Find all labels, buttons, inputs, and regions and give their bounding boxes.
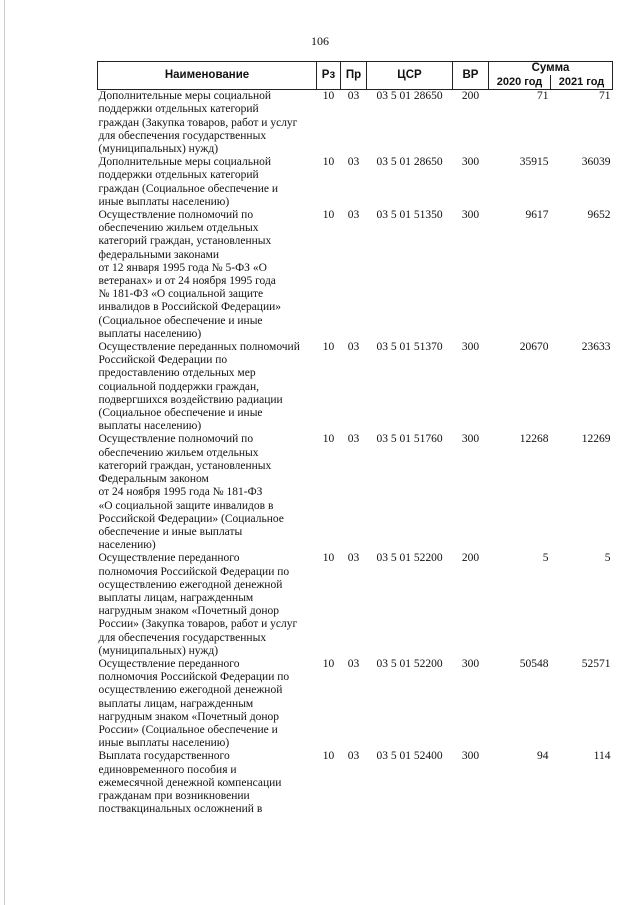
table-row [98, 156, 613, 209]
header-name: Наименование [98, 62, 317, 90]
row-csr: 03 5 01 51760 [376, 433, 443, 446]
table-row [98, 658, 613, 750]
row-sum-2021: 36039 [581, 156, 611, 169]
header-vr: ВР [453, 62, 489, 90]
table-header [98, 62, 613, 90]
row-csr: 03 5 01 51350 [376, 209, 443, 222]
header-year-2020: 2020 год [489, 75, 551, 90]
row-name-line: Дополнительные меры социальной [98, 156, 272, 169]
table-row [98, 750, 613, 816]
row-pr: 03 [347, 657, 360, 670]
row-pr: 03 [347, 90, 360, 103]
row-name-line: граждан (Социальное обеспечение и [98, 182, 279, 195]
row-name-line: предоставлению отдельных мер [98, 367, 256, 380]
row-name-line: социальной поддержки граждан, [98, 380, 259, 393]
row-name-line: категорий граждан, установленных [98, 235, 272, 248]
row-name-line: граждан (Закупка товаров, работ и услуг [98, 116, 298, 129]
row-name-line: иные выплаты населению) [98, 737, 230, 750]
row-pr: 03 [347, 552, 360, 565]
row-name-line: поддержки отдельных категорий [98, 103, 259, 116]
row-name-line: (муниципальных) нужд) [98, 644, 219, 657]
row-rz: 10 [322, 657, 335, 670]
row-name [98, 658, 317, 750]
row-pr: 03 [347, 433, 360, 446]
row-name-line: Российской Федерации» (Социальное [98, 512, 284, 525]
row-rz: 10 [322, 433, 335, 446]
row-sum-2020: 71 [537, 90, 549, 103]
row-pr: 03 [347, 341, 360, 354]
row-name [98, 209, 317, 341]
row-name-line: Федеральным законом [98, 473, 209, 486]
row-rz: 10 [322, 156, 335, 169]
header-pr: Пр [341, 62, 367, 90]
row-name-line: «О социальной защите инвалидов в [98, 499, 274, 512]
row-vr: 200 [461, 90, 480, 103]
row-name-line: (Социальное обеспечение и иные [98, 407, 263, 420]
row-name-line: от 24 ноября 1995 года № 181-ФЗ [98, 486, 263, 499]
row-vr: 300 [461, 341, 480, 354]
budget-table [97, 61, 613, 816]
row-name-line: ежемесячной денежной компенсации [98, 776, 282, 789]
row-name-line: для обеспечения государственных [98, 631, 267, 644]
row-name [98, 90, 317, 157]
row-name-line: поддержки отдельных категорий [98, 169, 259, 182]
row-sum-2021: 52571 [581, 657, 611, 670]
row-name-line: поствакцинальных осложнений в [98, 803, 263, 816]
row-vr: 200 [461, 552, 480, 565]
row-sum-2020: 50548 [519, 657, 549, 670]
table-row [98, 209, 613, 341]
row-name-line: для обеспечения государственных [98, 129, 267, 142]
row-sum-2020: 5 [542, 552, 549, 565]
header-year-2021: 2021 год [551, 75, 613, 90]
row-sum-2020: 20670 [519, 341, 549, 354]
table-row [98, 90, 613, 157]
table-body [98, 90, 613, 817]
row-sum-2021: 12269 [581, 433, 611, 446]
row-sum-2020: 9617 [525, 209, 549, 222]
row-name-line: № 181-ФЗ «О социальной защите [98, 288, 264, 301]
row-name-line: России» (Закупка товаров, работ и услуг [98, 618, 298, 631]
row-sum-2021: 5 [604, 552, 611, 565]
row-name-line: Осуществление полномочий по [98, 433, 254, 446]
row-sum-2021: 114 [593, 750, 611, 763]
header-rz: Рз [317, 62, 341, 90]
row-sum-2021: 23633 [581, 341, 611, 354]
row-rz: 10 [322, 209, 335, 222]
row-name [98, 341, 317, 433]
row-name-line: обеспечению жильем отдельных [98, 446, 259, 459]
row-name-line: (муниципальных) нужд) [98, 143, 219, 156]
row-name-line: Российской Федерации по [98, 354, 228, 367]
row-name-line: Осуществление переданного [98, 552, 240, 565]
table-row [98, 433, 613, 552]
row-name [98, 552, 317, 658]
row-name-line: Осуществление полномочий по [98, 209, 254, 222]
row-csr: 03 5 01 28650 [376, 90, 443, 103]
row-name-line: ветеранах» и от 24 ноября 1995 года [98, 275, 276, 288]
row-vr: 300 [461, 433, 480, 446]
row-name-line: Выплата государственного [98, 750, 230, 763]
row-name-line: категорий граждан, установленных [98, 459, 272, 472]
row-name-line: выплаты лицам, награжденным [98, 697, 254, 710]
row-name-line: федеральными законами [98, 248, 220, 261]
row-name-line: гражданам при возникновении [98, 789, 250, 802]
row-rz: 10 [322, 552, 335, 565]
row-name [98, 433, 317, 552]
row-rz: 10 [322, 90, 335, 103]
row-csr: 03 5 01 51370 [376, 341, 443, 354]
row-vr: 300 [461, 657, 480, 670]
row-name [98, 750, 317, 816]
row-name-line: (Социальное обеспечение и иные [98, 314, 263, 327]
row-rz: 10 [322, 750, 335, 763]
scan-margin-line [4, 0, 5, 905]
row-name-line: Дополнительные меры социальной [98, 90, 272, 103]
row-name-line: от 12 января 1995 года № 5-ФЗ «О [98, 261, 267, 274]
row-sum-2021: 71 [599, 90, 611, 103]
row-name-line: обеспечению жильем отдельных [98, 222, 259, 235]
row-name-line: России» (Социальное обеспечение и [98, 723, 278, 736]
row-name-line: полномочия Российской Федерации по [98, 671, 290, 684]
row-sum-2021: 9652 [587, 209, 611, 222]
row-name-line: единовременного пособия и [98, 763, 237, 776]
header-sum: Сумма [489, 62, 613, 76]
row-name-line: выплаты населению) [98, 327, 202, 340]
row-name-line: населению) [98, 539, 156, 552]
row-name [98, 156, 317, 209]
row-name-line: осуществлению ежегодной денежной [98, 684, 283, 697]
row-sum-2020: 12268 [519, 433, 549, 446]
row-csr: 03 5 01 52400 [376, 750, 443, 763]
row-name-line: Осуществление переданных полномочий [98, 341, 300, 354]
row-csr: 03 5 01 28650 [376, 156, 443, 169]
row-pr: 03 [347, 750, 360, 763]
row-name-line: нагрудным знаком «Почетный донор [98, 710, 280, 723]
row-csr: 03 5 01 52200 [376, 657, 443, 670]
row-name-line: выплаты населению) [98, 420, 202, 433]
row-vr: 300 [461, 750, 480, 763]
row-name-line: подвергшихся воздействию радиации [98, 393, 283, 406]
row-rz: 10 [322, 341, 335, 354]
row-pr: 03 [347, 209, 360, 222]
row-name-line: нагрудным знаком «Почетный донор [98, 605, 280, 618]
row-vr: 300 [461, 209, 480, 222]
row-sum-2020: 35915 [519, 156, 549, 169]
header-csr: ЦСР [367, 62, 453, 90]
row-name-line: выплаты лицам, награжденным [98, 591, 254, 604]
table-row [98, 552, 613, 658]
row-vr: 300 [461, 156, 480, 169]
row-sum-2020: 94 [537, 750, 549, 763]
row-name-line: инвалидов в Российской Федерации» [98, 301, 282, 314]
row-pr: 03 [347, 156, 360, 169]
row-name-line: обеспечение и иные выплаты [98, 525, 243, 538]
row-csr: 03 5 01 52200 [376, 552, 443, 565]
page-number: 106 [311, 34, 329, 48]
row-name-line: полномочия Российской Федерации по [98, 565, 290, 578]
row-name-line: Осуществление переданного [98, 657, 240, 670]
table-row [98, 341, 613, 433]
row-name-line: иные выплаты населению) [98, 195, 230, 208]
row-name-line: осуществлению ежегодной денежной [98, 578, 283, 591]
